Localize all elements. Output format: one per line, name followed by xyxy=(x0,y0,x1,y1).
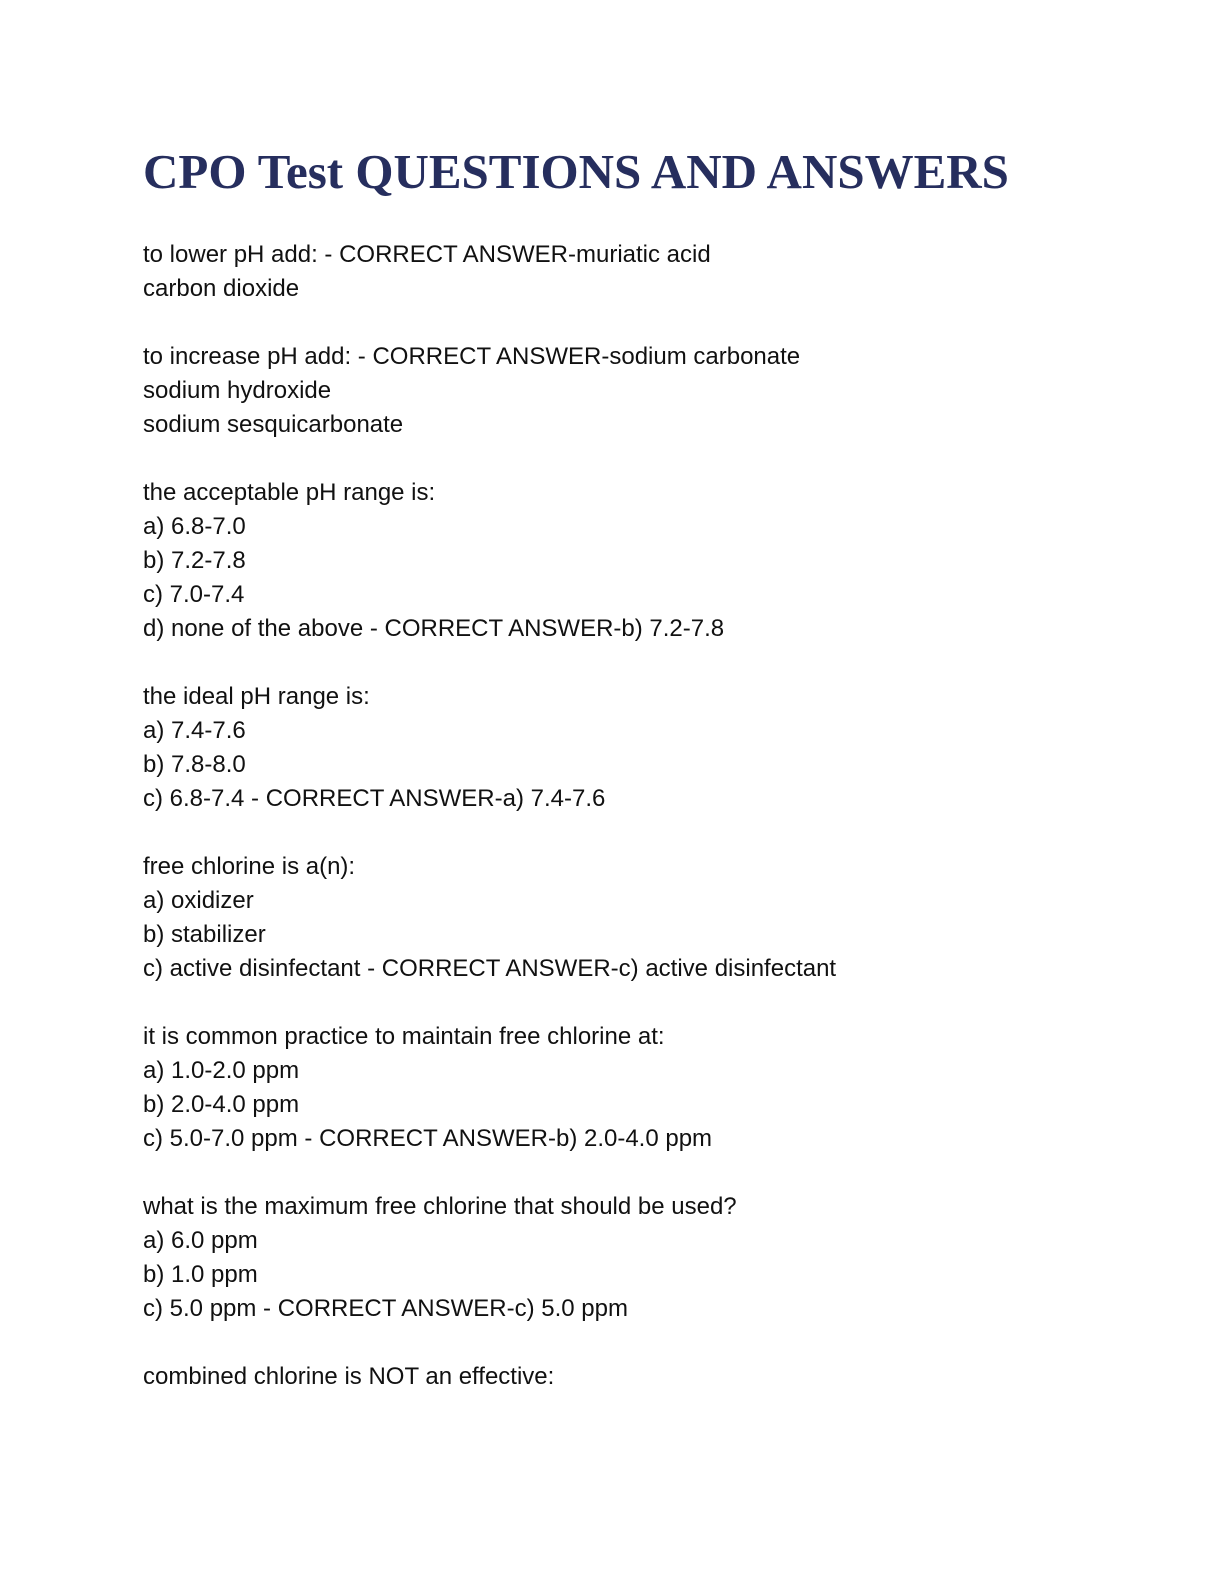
qa-line: c) 5.0 ppm - CORRECT ANSWER-c) 5.0 ppm xyxy=(143,1295,628,1322)
qa-block xyxy=(143,238,1143,306)
qa-line: combined chlorine is NOT an effective: xyxy=(143,1363,555,1390)
qa-line: sodium sesquicarbonate xyxy=(143,411,404,438)
qa-line: b) 1.0 ppm xyxy=(143,1261,258,1288)
qa-line: b) stabilizer xyxy=(143,921,266,948)
qa-line: a) 7.4-7.6 xyxy=(143,717,246,744)
qa-block xyxy=(143,680,1143,816)
qa-line: the acceptable pH range is: xyxy=(143,479,436,506)
qa-list xyxy=(143,238,1143,1394)
qa-line: what is the maximum free chlorine that should be used? xyxy=(143,1193,737,1220)
qa-line: c) active disinfectant - CORRECT ANSWER-c) active disinfectant xyxy=(143,955,837,982)
qa-line: a) 6.8-7.0 xyxy=(143,513,246,540)
document-title: CPO Test QUESTIONS AND ANSWERS xyxy=(143,144,1009,199)
qa-line: free chlorine is a(n): xyxy=(143,853,356,880)
qa-block xyxy=(143,340,1143,442)
qa-line: it is common practice to maintain free chlorine at: xyxy=(143,1023,665,1050)
qa-line: a) oxidizer xyxy=(143,887,254,914)
qa-line: a) 6.0 ppm xyxy=(143,1227,258,1254)
qa-line: sodium hydroxide xyxy=(143,377,332,404)
qa-line: the ideal pH range is: xyxy=(143,683,370,710)
qa-block xyxy=(143,1020,1143,1156)
qa-line: c) 5.0-7.0 ppm - CORRECT ANSWER-b) 2.0-4.0 ppm xyxy=(143,1125,713,1152)
qa-line: to increase pH add: - CORRECT ANSWER-sodium carbonate xyxy=(143,343,801,370)
qa-line: b) 7.8-8.0 xyxy=(143,751,246,778)
qa-block xyxy=(143,1190,1143,1326)
qa-block xyxy=(143,850,1143,986)
qa-block xyxy=(143,476,1143,646)
document-page xyxy=(143,140,1143,1428)
qa-line: c) 6.8-7.4 - CORRECT ANSWER-a) 7.4-7.6 xyxy=(143,785,606,812)
qa-line: to lower pH add: - CORRECT ANSWER-muriatic acid xyxy=(143,241,711,268)
qa-line: a) 1.0-2.0 ppm xyxy=(143,1057,300,1084)
qa-line: c) 7.0-7.4 xyxy=(143,581,245,608)
qa-line: b) 7.2-7.8 xyxy=(143,547,246,574)
qa-line: d) none of the above - CORRECT ANSWER-b) 7.2-7.8 xyxy=(143,615,725,642)
qa-line: carbon dioxide xyxy=(143,275,300,302)
qa-line: b) 2.0-4.0 ppm xyxy=(143,1091,300,1118)
qa-block xyxy=(143,1360,1143,1394)
